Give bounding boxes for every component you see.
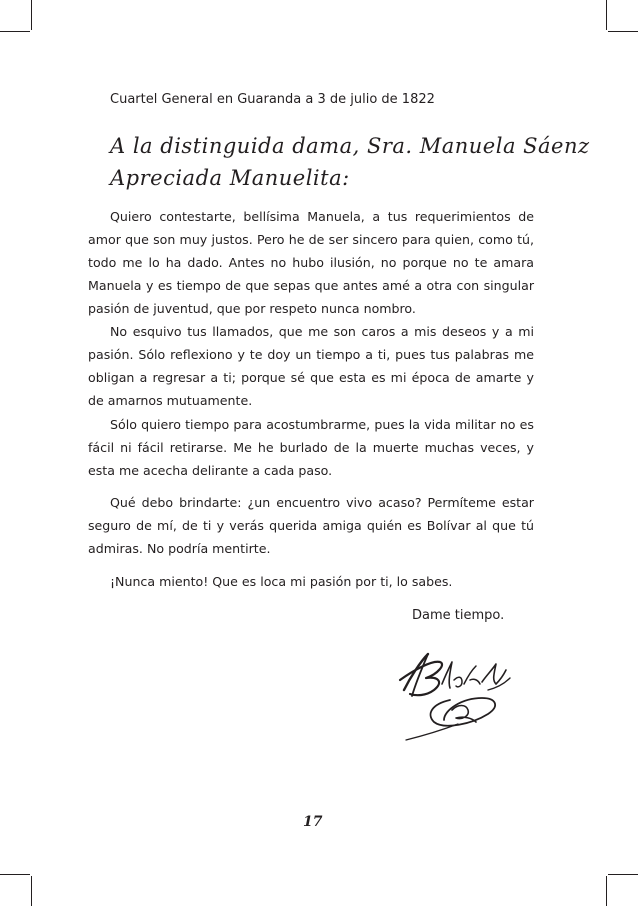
letter-paragraph bbox=[88, 491, 534, 560]
letter-greeting: Apreciada Manuelita: bbox=[110, 166, 350, 190]
crop-mark-top-right-vertical bbox=[606, 0, 607, 30]
letter-paragraph bbox=[88, 205, 534, 320]
page-number: 17 bbox=[303, 814, 323, 830]
crop-mark-top-right-horizontal bbox=[608, 31, 638, 32]
letter-closing: Dame tiempo. bbox=[412, 608, 505, 623]
paragraph-1: Quiero contestarte, bellísima Manuela, a tus requerimientos de amor que son muy justos. Pero he de ser sincero para quien, como tú, todo me lo ha dado. Antes no hubo ilusión, no porque no te amara Manuela y es tiempo de que sepas que antes amé a otra con singular pasión de juventud, que por respeto nunca nombro. bbox=[88, 209, 534, 316]
crop-mark-bottom-left-vertical bbox=[31, 876, 32, 906]
signature-image bbox=[392, 640, 518, 752]
crop-mark-top-left-horizontal bbox=[0, 31, 30, 32]
crop-mark-bottom-left-horizontal bbox=[0, 874, 30, 875]
crop-mark-bottom-right-horizontal bbox=[608, 874, 638, 875]
crop-mark-top-left-vertical bbox=[31, 0, 32, 30]
letter-paragraph bbox=[88, 413, 534, 482]
paragraph-5: ¡Nunca miento! Que es loca mi pasión por ti, lo sabes. bbox=[110, 574, 453, 589]
crop-mark-bottom-right-vertical bbox=[606, 876, 607, 906]
letter-paragraph bbox=[88, 570, 534, 593]
paragraph-3: Sólo quiero tiempo para acostumbrarme, pues la vida militar no es fácil ni fácil retirarse. Me he burlado de la muerte muchas veces, y esta me acecha delirante a cada paso. bbox=[88, 417, 534, 478]
letter-header: Cuartel General en Guaranda a 3 de julio de 1822 bbox=[110, 92, 435, 107]
letter-paragraph bbox=[88, 320, 534, 412]
paragraph-4: Qué debo brindarte: ¿un encuentro vivo acaso? Permíteme estar seguro de mí, de ti y verás querida amiga quién es Bolívar al que tú admiras. No podría mentirte. bbox=[88, 495, 534, 556]
letter-addressee: A la distinguida dama, Sra. Manuela Sáenz bbox=[110, 134, 590, 158]
paragraph-2: No esquivo tus llamados, que me son caros a mis deseos y a mi pasión. Sólo reflexiono y te doy un tiempo a ti, pues tus palabras me obligan a regresar a ti; porque sé que esta es mi época de amarte y de amarnos mutuamente. bbox=[88, 324, 534, 408]
